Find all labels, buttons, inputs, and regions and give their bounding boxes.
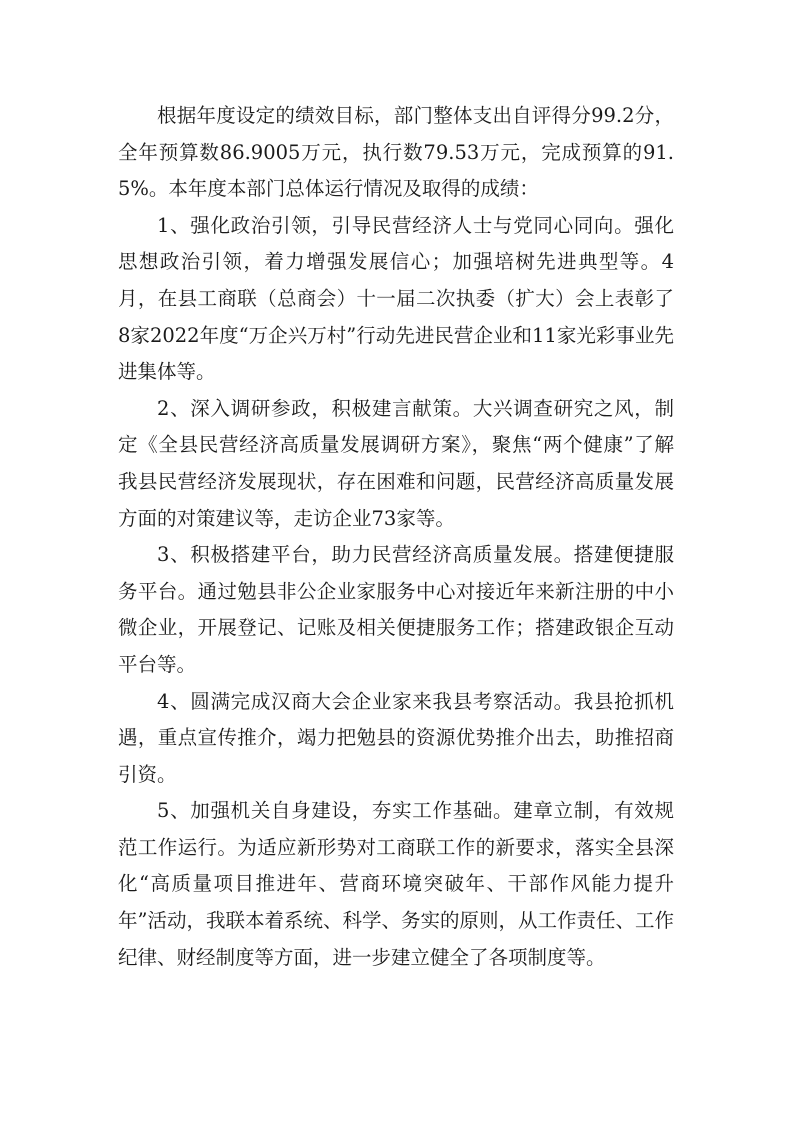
achievement-paragraph-3: 3、积极搭建平台，助力民营经济高质量发展。搭建便捷服务平台。通过勉县非公企业家服务中心对接近年来新注册的中小微企业，开展登记、记账及相关便捷服务工作；搭建政银企互动平台等。	[118, 543, 674, 676]
summary-paragraph: 根据年度设定的绩效目标，部门整体支出自评得分99.2分，全年预算数86.9005万元，执行数79.53万元，完成预算的91.5%。本年度本部门总体运行情况及取得的成绩：	[118, 104, 674, 201]
achievement-paragraph-4: 4、圆满完成汉商大会企业家来我县考察活动。我县抢抓机遇，重点宣传推介，竭力把勉县的资源优势推介出去，助推招商引资。	[118, 689, 674, 786]
document-body	[118, 98, 674, 976]
achievement-paragraph-1: 1、强化政治引领，引导民营经济人士与党同心同向。强化思想政治引领，着力增强发展信心；加强培树先进典型等。4月，在县工商联（总商会）十一届二次执委（扩大）会上表彰了8家2022年度“万企兴万村”行动先进民营企业和11家光彩事业先进集体等。	[118, 213, 674, 384]
achievement-paragraph-5: 5、加强机关自身建设，夯实工作基础。建章立制，有效规范工作运行。为适应新形势对工商联工作的新要求，落实全县深化“高质量项目推进年、营商环境突破年、干部作风能力提升年”活动，我联本着系统、科学、务实的原则，从工作责任、工作纪律、财经制度等方面，进一步建立健全了各项制度等。	[118, 799, 674, 969]
achievement-paragraph-2: 2、深入调研参政，积极建言献策。大兴调查研究之风，制定《全县民营经济高质量发展调研方案》，聚焦“两个健康”了解我县民营经济发展现状，存在困难和问题，民营经济高质量发展方面的对策建议等，走访企业73家等。	[118, 396, 674, 530]
